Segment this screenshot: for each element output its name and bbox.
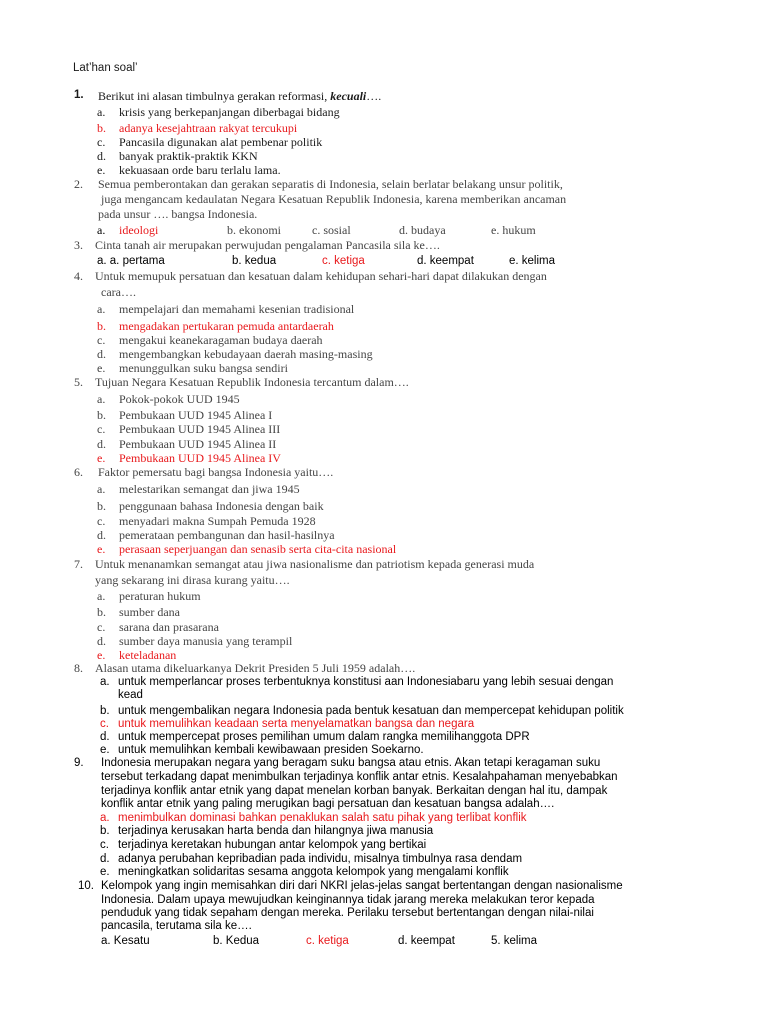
- option-d: [97, 347, 687, 361]
- option-letter: a.: [97, 105, 106, 119]
- option-letter: d.: [100, 853, 110, 865]
- option-text: Pokok-pokok UUD 1945: [119, 392, 240, 406]
- option-b: [100, 704, 690, 718]
- option-b: b. Kedua: [213, 935, 260, 947]
- option-c-answer: [100, 717, 690, 731]
- question-number: 6.: [74, 465, 83, 479]
- option-letter: c.: [97, 422, 106, 436]
- option-b-answer: [97, 319, 687, 333]
- question-text: [98, 89, 668, 104]
- option-letter: c.: [100, 718, 109, 730]
- option-b: b. ekonomi: [227, 223, 281, 237]
- option-text: sumber dana: [119, 605, 180, 619]
- question-number: 2.: [74, 177, 83, 191]
- question-text-line: cara….: [101, 285, 136, 299]
- option-d: [100, 852, 690, 866]
- option-letter: b.: [97, 319, 106, 333]
- option-c: c. sosial: [312, 223, 351, 237]
- question-text: Faktor pemersatu bagi bangsa Indonesia yaitu….: [98, 465, 334, 479]
- option-b: [97, 605, 687, 619]
- question-text-line: Indonesia merupakan negara yang beragam suku bangsa atau etnis. Akan tetapi keragaman suku: [101, 757, 601, 769]
- question-text: Alasan utama dikeluarkanya Dekrit Presiden 5 Juli 1959 adalah….: [95, 661, 416, 675]
- option-letter: e.: [97, 451, 106, 465]
- option-text: menunggulkan suku bangsa sendiri: [119, 361, 288, 375]
- question-text-line: Indonesia. Dalam upaya mewujudkan keinginannya tidak jarang mereka melakukan teror kepada: [101, 894, 595, 906]
- option-text: Pancasila digunakan alat pembenar politik: [119, 135, 323, 149]
- option-text: untuk memulihkan keadaan serta menyelamatkan bangsa dan negara: [118, 718, 475, 730]
- question-number: 4.: [74, 269, 83, 283]
- option-text: sumber daya manusia yang terampil: [119, 634, 293, 648]
- option-text: menyadari makna Sumpah Pemuda 1928: [119, 514, 316, 528]
- option-c: [97, 620, 687, 634]
- option-letter: c.: [100, 839, 109, 851]
- page-title: Lat’han soal’: [73, 62, 138, 74]
- option-text: untuk mempercepat proses pemilihan umum dalam rangka memilihanggota DPR: [118, 731, 530, 743]
- option-letter: b.: [97, 605, 106, 619]
- option-letter: b.: [97, 408, 106, 422]
- question-text-line: juga mengancam kedaulatan Negara Kesatuan Republik Indonesia, karena memberikan ancaman: [101, 192, 567, 206]
- option-a-label: a.: [97, 223, 106, 237]
- option-a: [97, 482, 687, 496]
- option-d: d. keempat: [398, 935, 455, 947]
- option-letter: a.: [100, 812, 110, 824]
- option-text: adanya perubahan kepribadian pada individu, misalnya timbulnya rasa dendam: [118, 853, 523, 865]
- question-text-line: tersebut terkadang dapat menimbulkan terjadinya konflik antar etnis. Kesalahpahaman menyebabkan: [101, 771, 618, 783]
- option-text: melestarikan semangat dan jiwa 1945: [119, 482, 300, 496]
- option-a: [97, 105, 687, 119]
- option-letter: e.: [97, 163, 106, 177]
- question-text-line: konflik antar etnik yang paling merugikan bagi persatuan dan kesatuan bangsa adalah….: [101, 798, 555, 810]
- option-text: penggunaan bahasa Indonesia dengan baik: [119, 499, 324, 513]
- question-text-line: Untuk memupuk persatuan dan kesatuan dalam kehidupan sehari-hari dapat dilakukan dengan: [95, 269, 547, 283]
- option-a: [100, 675, 690, 689]
- option-e-answer: [97, 542, 687, 556]
- option-letter: b.: [97, 121, 106, 135]
- option-text: mengadakan pertukaran pemuda antardaerah: [119, 319, 334, 333]
- option-a: [97, 392, 687, 406]
- option-letter: a.: [100, 676, 110, 688]
- option-e: e. hukum: [491, 223, 536, 237]
- option-e: 5. kelima: [491, 935, 538, 947]
- question-number: 3.: [74, 238, 83, 252]
- option-text: krisis yang berkepanjangan diberbagai bidang: [119, 105, 340, 119]
- option-text: meningkatkan solidaritas sesama anggota kelompok yang mengalami konflik: [118, 866, 509, 878]
- option-text: Pembukaan UUD 1945 Alinea IV: [119, 451, 281, 465]
- question-number: 10.: [78, 880, 94, 892]
- option-d: [97, 634, 687, 648]
- option-text: untuk memulihkan kembali kewibawaan presiden Soekarno.: [118, 744, 424, 756]
- question-text-line: pancasila, terutama sila ke….: [101, 920, 252, 932]
- question-text: Tujuan Negara Kesatuan Republik Indonesia tercantum dalam….: [95, 375, 409, 389]
- option-a-answer: ideologi: [119, 223, 159, 237]
- option-e: [97, 361, 687, 375]
- options-row: [97, 223, 657, 237]
- option-text: Pembukaan UUD 1945 Alinea III: [119, 422, 281, 436]
- option-c-answer: c. ketiga: [306, 935, 349, 947]
- option-letter: d.: [100, 731, 110, 743]
- option-e: e. kelima: [509, 255, 556, 267]
- option-c: [100, 838, 690, 852]
- option-d: [97, 528, 687, 542]
- option-text: terjadinya keretakan hubungan antar kelompok yang bertikai: [118, 839, 427, 851]
- question-text-line: Semua pemberontakan dan gerakan separatis di Indonesia, selain berlatar belakang unsur politik,: [98, 177, 563, 191]
- option-a: a. a. pertama: [97, 255, 165, 267]
- option-e-answer: [97, 451, 687, 465]
- option-c: [97, 514, 687, 528]
- question-text-line: penduduk yang tidak sepaham dengan mereka. Perilaku tersebut bertentangan dengan nilai-nilai: [101, 907, 594, 919]
- question-text-line: Kelompok yang ingin memisahkan diri dari NKRI jelas-jelas sangat bertentangan dengan nasionalisme: [101, 880, 623, 892]
- option-text: mengakui keanekaragaman budaya daerah: [119, 333, 323, 347]
- option-text: sarana dan prasarana: [119, 620, 219, 634]
- option-b: [100, 824, 690, 838]
- option-letter: b.: [97, 499, 106, 513]
- option-a: [97, 302, 687, 316]
- option-b: [97, 408, 687, 422]
- option-letter: e.: [100, 866, 110, 878]
- option-letter: e.: [97, 542, 106, 556]
- option-b: b. kedua: [232, 255, 277, 267]
- option-letter: a.: [97, 482, 106, 496]
- option-letter: a.: [97, 302, 106, 316]
- option-a-continued: kead: [118, 689, 143, 701]
- options-row: [101, 934, 661, 948]
- question-text-line: pada unsur …. bangsa Indonesia.: [98, 207, 258, 221]
- option-e: [97, 163, 687, 177]
- option-letter: d.: [97, 347, 106, 361]
- option-letter: d.: [97, 528, 106, 542]
- option-d: d. keempat: [417, 255, 474, 267]
- option-text: Pembukaan UUD 1945 Alinea II: [119, 437, 277, 451]
- option-c-answer: c. ketiga: [322, 255, 365, 267]
- question-text: Cinta tanah air merupakan perwujudan pengalaman Pancasila sila ke….: [95, 238, 440, 252]
- option-letter: a.: [97, 392, 106, 406]
- option-text: terjadinya kerusakan harta benda dan hilangnya jiwa manusia: [118, 825, 434, 837]
- option-text: mempelajari dan memahami kesenian tradisional: [119, 302, 355, 316]
- option-letter: c.: [97, 135, 106, 149]
- option-letter: d.: [97, 634, 106, 648]
- question-number: 8.: [74, 661, 83, 675]
- option-text: ….: [366, 89, 382, 103]
- option-a: a. Kesatu: [101, 935, 150, 947]
- option-text: untuk memperlancar proses terbentuknya konstitusi aan Indonesiabaru yang lebih sesuai dengan: [118, 676, 614, 688]
- option-d: d. budaya: [399, 223, 446, 237]
- option-text: kekuasaan orde baru terlalu lama.: [119, 163, 281, 177]
- option-letter: c.: [97, 620, 106, 634]
- option-c: [97, 135, 687, 149]
- option-letter: c.: [97, 333, 106, 347]
- option-letter: e.: [97, 648, 106, 662]
- option-letter: b.: [100, 825, 110, 837]
- option-letter: a.: [97, 589, 106, 603]
- option-text: Berikut ini alasan timbulnya gerakan reformasi,: [98, 89, 331, 103]
- question-number: 9.: [74, 757, 84, 769]
- option-c: [97, 422, 687, 436]
- option-letter: e.: [97, 361, 106, 375]
- option-e-answer: [97, 648, 687, 662]
- option-text: pemerataan pembangunan dan hasil-hasilnya: [119, 528, 335, 542]
- option-text: mengembangkan kebudayaan daerah masing-masing: [119, 347, 373, 361]
- option-text: kecuali: [330, 89, 367, 103]
- question-number: 5.: [74, 375, 83, 389]
- option-text: untuk mengembalikan negara Indonesia pada bentuk kesatuan dan mempercepat kehidupan politik: [118, 705, 624, 717]
- question-text-line: Untuk menanamkan semangat atau jiwa nasionalisme dan patriotism kepada generasi muda: [95, 557, 535, 571]
- option-letter: d.: [97, 149, 106, 163]
- option-letter: d.: [97, 437, 106, 451]
- option-d: [97, 149, 687, 163]
- option-text: adanya kesejahtraan rakyat tercukupi: [119, 121, 298, 135]
- question-number: 1.: [74, 89, 84, 101]
- question-text-line: terjadinya konflik antar etnik yang dapat menelan korban banyak. Berkaitan dengan hal itu, dampak: [101, 785, 608, 797]
- option-d: [100, 730, 690, 744]
- option-letter: e.: [100, 744, 110, 756]
- option-text: keteladanan: [119, 648, 177, 662]
- options-row: [97, 254, 657, 268]
- option-b: [97, 499, 687, 513]
- option-text: menimbulkan dominasi bahkan penaklukan salah satu pihak yang terlibat konflik: [118, 812, 527, 824]
- option-d: [97, 437, 687, 451]
- option-a: [97, 589, 687, 603]
- option-b-answer: [97, 121, 687, 135]
- option-text: banyak praktik-praktik KKN: [119, 149, 258, 163]
- option-a-answer: [100, 811, 690, 825]
- option-c: [97, 333, 687, 347]
- question-text-line: yang sekarang ini dirasa kurang yaitu….: [95, 573, 290, 587]
- question-number: 7.: [74, 557, 83, 571]
- option-letter: b.: [100, 705, 110, 717]
- option-text: Pembukaan UUD 1945 Alinea I: [119, 408, 273, 422]
- option-e: [100, 743, 690, 757]
- option-letter: c.: [97, 514, 106, 528]
- option-text: perasaan seperjuangan dan senasib serta cita-cita nasional: [119, 542, 397, 556]
- option-text: peraturan hukum: [119, 589, 201, 603]
- option-e: [100, 865, 690, 879]
